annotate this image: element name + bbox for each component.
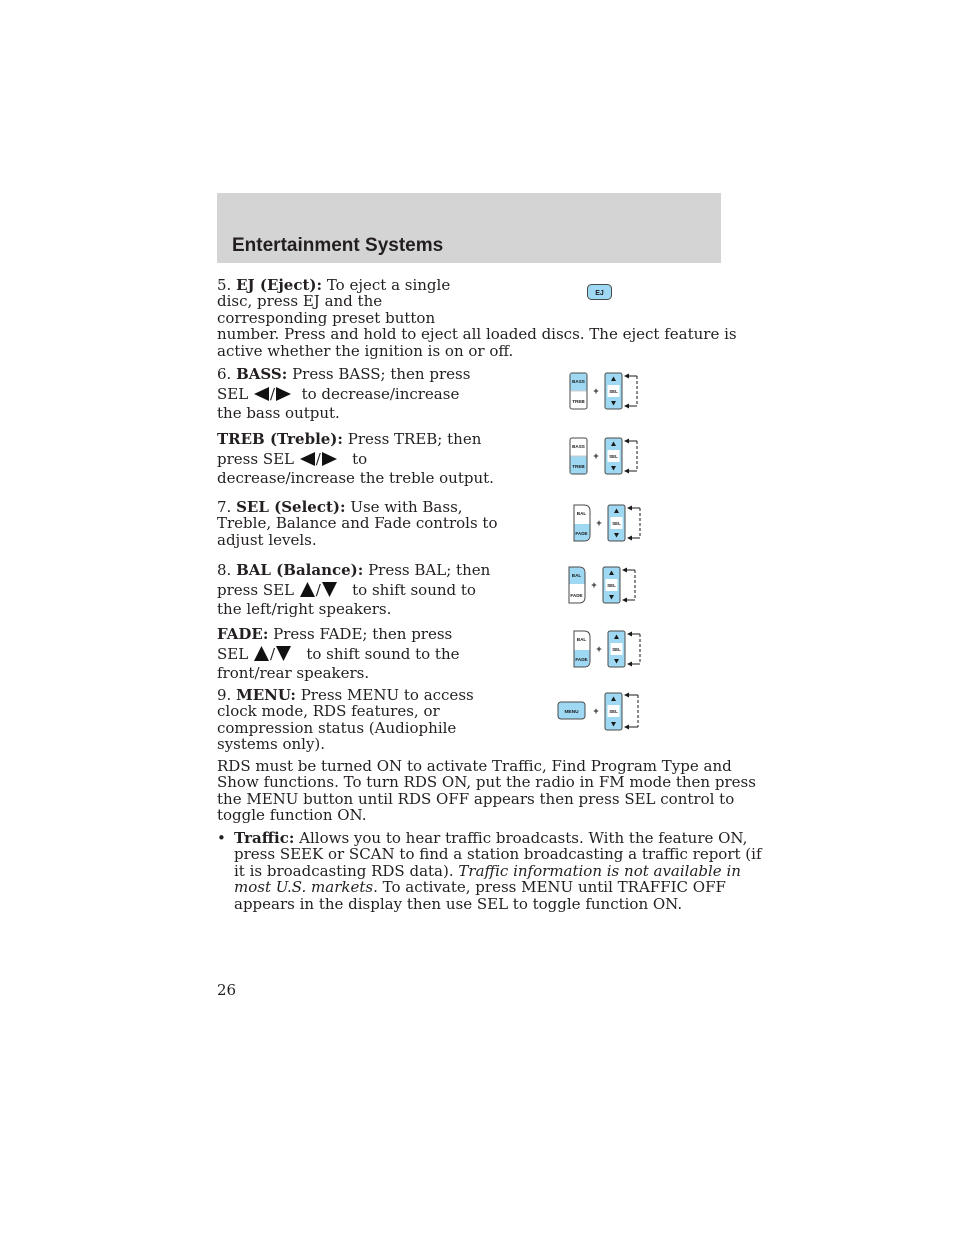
arrow-right-icon (276, 387, 291, 401)
rds-paragraph (217, 758, 756, 824)
menu-button-label: MENU (564, 710, 579, 715)
arrow-up-icon (300, 582, 315, 597)
arrow-up-icon (254, 646, 269, 661)
arrow-left-icon (627, 506, 632, 511)
menu-term: MENU: (236, 686, 296, 704)
bass-text: to decrease/increase (301, 384, 460, 403)
eject-text: number. Press and hold to eject all loaded discs. The eject feature is (217, 325, 737, 344)
fade-paragraph: FADE: Press FADE; then press SEL / to shift sound to the front/rear speakers. (217, 625, 460, 682)
eject-paragraph (217, 277, 737, 359)
select-control-figure (570, 502, 646, 544)
bal-label: BAL (571, 573, 582, 578)
bass-paragraph: 6. BASS: Press BASS; then press SEL / to decrease/increase the bass output. (217, 365, 471, 422)
rds-text: the MENU button until RDS OFF appears then press SEL control to (217, 789, 735, 808)
traffic-note: Traffic information is not available in (458, 861, 741, 880)
select-paragraph (217, 499, 497, 548)
bass-text: Press BASS; then press (292, 365, 471, 383)
arrow-left-icon (624, 439, 629, 444)
rds-text: Show functions. To turn RDS ON, put the radio in FM mode then press (217, 773, 756, 792)
section-title: Entertainment Systems (232, 235, 444, 256)
fade-label: FADE (575, 531, 588, 536)
balance-text: to shift sound to (352, 580, 476, 599)
arrow-left-icon (627, 662, 632, 667)
treble-control-figure (566, 435, 644, 477)
item-number: 7. (217, 498, 232, 516)
fade-control-figure (570, 628, 646, 670)
arrow-left-icon (624, 693, 629, 698)
fade-term: FADE: (217, 625, 269, 643)
treble-text: press SEL (217, 449, 294, 468)
menu-text: Press MENU to access (300, 686, 474, 704)
treble-text: Press TREB; then (347, 430, 482, 448)
treble-paragraph: TREB (Treble): Press TREB; then press SEL / to decrease/increase the treble output. (217, 430, 494, 487)
arrow-left-icon (624, 374, 629, 379)
arrow-left-icon (622, 598, 627, 603)
plus-icon: + (591, 580, 597, 590)
balance-control-figure (565, 564, 641, 606)
arrow-left-icon (300, 452, 315, 466)
bass-text: SEL (217, 384, 249, 403)
sel-label: SEL (609, 709, 618, 714)
balance-paragraph: 8. BAL (Balance): Press BAL; then press SEL / to shift sound to the left/right speakers. (217, 561, 491, 618)
eject-text: corresponding preset button (217, 308, 436, 327)
arrow-left-icon (624, 469, 629, 474)
item-number: 8. (217, 561, 232, 579)
bass-control-figure (566, 370, 644, 412)
section-header (217, 193, 721, 263)
select-text: adjust levels. (217, 530, 317, 549)
traffic-text: press SEEK or SCAN to find a station broadcasting a traffic report (if (234, 845, 762, 864)
arrow-left-icon (622, 568, 627, 573)
item-number: 5. (217, 276, 232, 294)
fade-text: to shift sound to the (306, 644, 460, 663)
menu-control-figure (555, 690, 645, 734)
traffic-paragraph (234, 830, 762, 912)
eject-button-label: EJ (595, 290, 604, 297)
item-number: 6. (217, 365, 232, 383)
bass-term: BASS: (236, 365, 288, 383)
item-number: 9. (217, 686, 232, 704)
fade-label: FADE (575, 657, 588, 662)
arrow-left-icon (254, 387, 269, 401)
balance-text: press SEL (217, 580, 294, 599)
treb-label: TREB (572, 399, 585, 404)
fade-text: front/rear speakers. (217, 664, 370, 682)
menu-text: systems only). (217, 735, 326, 754)
arrow-down-icon (322, 582, 337, 597)
select-text: Treble, Balance and Fade controls to (217, 514, 498, 533)
rds-text: toggle function ON. (217, 806, 367, 825)
treble-text: decrease/increase the treble output. (217, 469, 494, 487)
sel-label: SEL (607, 583, 616, 588)
plus-icon: + (593, 386, 599, 396)
traffic-text: Allows you to hear traffic broadcasts. With the feature ON, (299, 829, 748, 847)
sel-label: SEL (612, 521, 621, 526)
bal-label: BAL (576, 511, 587, 516)
treble-text: to (352, 449, 368, 468)
arrow-left-icon (624, 725, 629, 730)
fade-text: SEL (217, 644, 249, 663)
menu-text: clock mode, RDS features, or (217, 702, 440, 721)
plus-icon: + (596, 518, 602, 528)
plus-icon: + (593, 451, 599, 461)
menu-text: compression status (Audiophile (217, 718, 457, 737)
fade-text: Press FADE; then press (273, 625, 453, 643)
balance-text: the left/right speakers. (217, 600, 392, 618)
traffic-term: Traffic: (234, 829, 295, 847)
eject-term: EJ (Eject): (236, 276, 323, 294)
arrow-left-icon (624, 404, 629, 409)
eject-text: To eject a single (326, 276, 451, 294)
bullet-icon: • (217, 829, 226, 847)
plus-icon: + (593, 706, 599, 716)
treb-label: TREB (572, 464, 585, 469)
page-number: 26 (217, 981, 237, 999)
bal-label: BAL (576, 637, 587, 642)
fade-label: FADE (570, 593, 583, 598)
arrow-right-icon (322, 452, 337, 466)
select-text: Use with Bass, (350, 498, 463, 516)
traffic-note: most U.S. markets. (234, 878, 378, 897)
traffic-text: To activate, press MENU until TRAFFIC OFF (382, 878, 726, 897)
balance-term: BAL (Balance): (236, 561, 364, 579)
menu-paragraph (217, 687, 474, 753)
rds-text: RDS must be turned ON to activate Traffic, Find Program Type and (217, 757, 732, 775)
traffic-text: appears in the display then use SEL to toggle function ON. (234, 894, 683, 913)
bass-label: BASS (572, 379, 585, 384)
balance-text: Press BAL; then (368, 561, 491, 579)
bass-text: the bass output. (217, 404, 340, 422)
arrow-left-icon (627, 536, 632, 541)
eject-button-figure (586, 283, 614, 302)
sel-label: SEL (612, 647, 621, 652)
plus-icon: + (596, 644, 602, 654)
sel-label: SEL (609, 454, 618, 459)
bass-label: BASS (572, 444, 585, 449)
treble-term: TREB (Treble): (217, 430, 343, 448)
traffic-text: it is broadcasting RDS data). (234, 861, 454, 880)
arrow-down-icon (276, 646, 291, 661)
sel-label: SEL (609, 389, 618, 394)
arrow-left-icon (627, 632, 632, 637)
eject-text: active whether the ignition is on or off. (217, 341, 514, 360)
select-term: SEL (Select): (236, 498, 346, 516)
eject-text: disc, press EJ and the (217, 292, 383, 311)
